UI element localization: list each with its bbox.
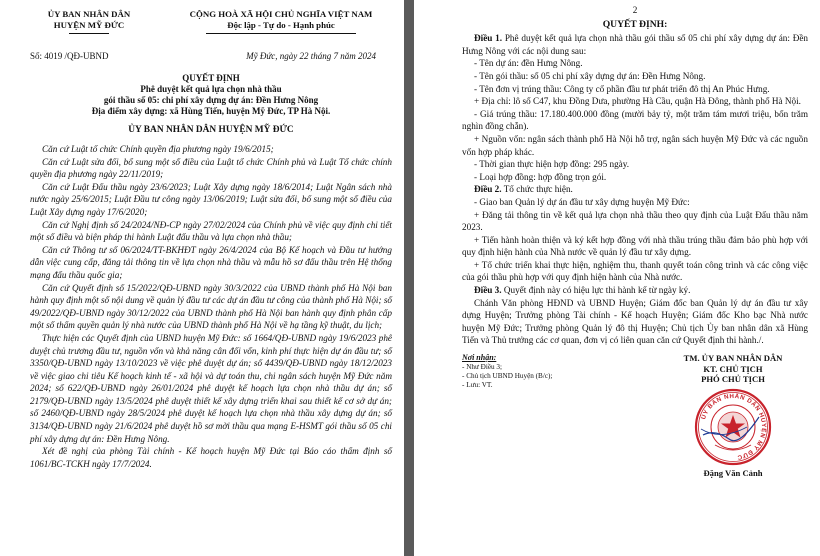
decision-paragraph <box>462 284 808 297</box>
seal-icon <box>693 387 773 467</box>
basis-paragraph: Căn cứ Luật sửa đổi, bổ sung một số điều của Luật tổ chức Chính phủ và Luật Tổ chức chính quyền địa phương ngày 22/11/2019; <box>30 156 392 180</box>
document-date: Mỹ Đức, ngày 22 tháng 7 năm 2024 <box>246 51 376 61</box>
decision-paragraph <box>462 259 808 284</box>
document-header <box>30 9 392 34</box>
recipient-item: - Lưu: VT. <box>462 381 493 390</box>
basis-paragraph: Căn cứ Luật Đấu thầu ngày 23/6/2023; Luật Xây dựng ngày 18/6/2014; Luật Ngân sách nhà nước ngày 25/6/2015; Luật Đầu tư công ngày 13/06/2019; Luật sửa đổi, bổ sung một số điều của Luật Xây dựng ngày 17/6/2020; <box>30 181 392 217</box>
recipients <box>462 353 612 478</box>
decision-paragraph <box>462 108 808 133</box>
recipient-item: - Chủ tịch UBND Huyện (B/c); <box>462 372 553 381</box>
agency-line-1: ỦY BAN NHÂN DÂN <box>47 9 131 19</box>
paragraph-text: - Thời gian thực hiện hợp đồng: 295 ngày. <box>474 159 630 170</box>
agency-line-2: HUYỆN MỸ ĐỨC <box>53 20 125 30</box>
paragraph-text: + Tiến hành hoàn thiện và ký kết hợp đồng với nhà thầu trúng thầu đảm bảo phù hợp với quy định hiện hành của Nhà nước về quản lý đầu tư xây dựng. <box>462 234 808 258</box>
paragraph-text: - Tên đơn vị trúng thầu: Công ty cổ phần đầu tư phát triển đô thị An Phúc Hưng. <box>474 83 770 94</box>
decision-paragraph <box>462 234 808 259</box>
signer-line: TM. ỦY BAN NHÂN DÂN <box>683 353 783 364</box>
decision-paragraph <box>462 32 808 57</box>
signer <box>658 353 808 478</box>
paragraph-text: + Địa chỉ: lô số C47, khu Đồng Dưa, phường Hà Cầu, quận Hà Đông, thành phố Hà Nội. <box>474 96 801 107</box>
recipients-label: Nơi nhận: <box>462 353 497 363</box>
document-number: Số: 4019 /QĐ-UBND <box>30 51 109 61</box>
decision-paragraph <box>462 133 808 158</box>
paragraph-text: + Nguồn vốn: ngân sách thành phố Hà Nội hỗ trợ, ngân sách huyện Mỹ Đức và các nguồn vốn hợp pháp khác. <box>462 133 808 157</box>
decision-paragraph <box>462 183 808 196</box>
article-label: Điều 3. <box>474 285 502 296</box>
paragraph-text: - Giao ban Quản lý dự án đầu tư xây dựng huyện Mỹ Đức: <box>474 196 690 207</box>
legal-basis <box>30 143 392 470</box>
article-label: Điều 1. <box>474 33 503 44</box>
article-label: Điều 2. <box>474 184 502 195</box>
signer-name: Đặng Văn Cảnh <box>703 467 763 478</box>
document-title <box>30 73 392 118</box>
paragraph-text: Chánh Văn phòng HĐND và UBND Huyện; Giám đốc ban Quản lý dự án đầu tư xây dựng Huyện; Trưởng phòng Tài chính - Kế hoạch Huyện; Giám đốc Kho bạc Nhà nước huyện Mỹ Đức; Trưởng phòng Quản lý đô thị Huyện; Chủ tịch Ủy ban nhân dân xã Hùng Tiến và Thủ trưởng các cơ quan, đơn vị có liên quan căn cứ Quyết định thi hành./. <box>462 297 808 346</box>
title-line: Địa điểm xây dựng: xã Hùng Tiến, huyện Mỹ Đức, TP Hà Nội. <box>91 106 331 117</box>
number-date-line <box>30 50 392 63</box>
decision-paragraph <box>462 95 808 108</box>
decision-paragraph <box>462 171 808 184</box>
signature-block <box>462 353 808 478</box>
document-page-1 <box>0 0 404 556</box>
motto-underline <box>206 33 356 34</box>
basis-paragraph: Thực hiện các Quyết định của UBND huyện Mỹ Đức: số 1664/QĐ-UBND ngày 19/6/2023 phê duyệt chủ trương đầu tư, nguồn vốn và khả năng cân đối vốn, kinh phí thực hiện dự án đầu tư; số 3350/QĐ-UBND ngày 13/10/2023 về việc phê duyệt dự án; số 4439/QĐ-UBND ngày 18/12/2023 về việc giao chi tiêu Kế hoạch kinh tế - xã hội và dự toán thu, chi ngân sách huyện Mỹ Đức năm 2024; số 622/QĐ-UBND ngày 26/01/2024 phê duyệt kế hoạch lựa chọn nhà thầu dự án; số 2179/QĐ-UBND ngày 13/5/2024 phê duyệt thiết kế xây dựng triển khai sau thiết kế cơ sở dự án; số 2460/QĐ-UBND ngày 28/5/2024 phê duyệt kế hoạch lựa chọn nhà thầu xây dựng dự án; số 3134/QĐ-UBND ngày 21/6/2024 phê duyệt hồ sơ mời thầu qua mạng E-HSMT gói thầu số 05 chi phí xây dựng dự án: Đền Hưng Nông. <box>30 332 392 444</box>
signer-line: PHÓ CHỦ TỊCH <box>701 374 765 385</box>
decision-heading: QUYẾT ĐỊNH: <box>602 18 668 30</box>
decision-paragraph <box>462 158 808 171</box>
decision-paragraph <box>462 209 808 234</box>
national-header <box>170 9 392 34</box>
agency-header <box>30 9 148 34</box>
paragraph-text: Tổ chức thực hiện. <box>501 184 573 195</box>
paragraph-text: - Tên gói thầu: số 05 chi phí xây dựng dự án: Đền Hưng Nông. <box>474 70 706 81</box>
document-page-2 <box>414 0 820 556</box>
paragraph-text: - Giá trúng thầu: 17.180.400.000 đồng (mười bảy tỷ, một trăm tám mươi triệu, bốn trăm nghìn đồng chẵn). <box>462 108 808 132</box>
basis-paragraph: Căn cứ Thông tư số 06/2024/TT-BKHĐT ngày 26/4/2024 của Bộ Kế hoạch và Đầu tư hướng dẫn việc cung cấp, đăng tải thông tin về lựa chọn nhà thầu và mẫu hồ sơ đấu thầu trên Hệ thống mạng đấu thầu quốc gia; <box>30 244 392 280</box>
national-title: CỘNG HOÀ XÃ HỘI CHỦ NGHĨA VIỆT NAM <box>189 9 373 19</box>
basis-paragraph: Căn cứ Nghị định số 24/2024/NĐ-CP ngày 27/02/2024 của Chính phủ về việc quy định chi tiết một số điều và biện pháp thi hành Luật đấu thầu và lựa chọn nhà thầu; <box>30 219 392 243</box>
title-line: gói thầu số 05: chi phí xây dựng dự án: Đền Hưng Nông <box>103 95 319 105</box>
decision-paragraph <box>462 196 808 209</box>
basis-paragraph: Xét đề nghị của phòng Tài chính - Kế hoạch huyện Mỹ Đức tại Báo cáo thẩm định số 1061/BC-TCKH ngày 17/7/2024. <box>30 446 392 469</box>
basis-paragraph: Căn cứ Quyết định số 15/2022/QĐ-UBND ngày 30/3/2022 của UBND thành phố Hà Nội ban hành quy định một số nội dung về quản lý đầu tư các dự án đầu tư công của thành phố Hà Nội; số 49/2022/QĐ-UBND ngày 30/12/2022 của UBND thành phố Hà Nội ban hành quy định phân cấp một số thẩm quyền quản lý nhà nước của UBND thành phố Hà Nội về hạ tầng kỹ thuật, du lịch; <box>30 282 392 331</box>
agency-underline <box>69 33 109 34</box>
decision-paragraph <box>462 57 808 70</box>
title-line: QUYẾT ĐỊNH <box>182 72 240 83</box>
paragraph-text: + Tổ chức triển khai thực hiện, nghiệm thu, thanh quyết toán công trình và các công việc của gói thầu phù hợp với quy định hiện hành của Nhà nước. <box>462 259 808 283</box>
recipient-item: - Như Điều 3; <box>462 363 503 372</box>
page-number: 2 <box>632 5 638 15</box>
official-seal <box>693 387 773 467</box>
paragraph-text: Phê duyệt kết quả lựa chọn nhà thầu gói thầu số 05 chi phí xây dựng dự án: Đền Hưng Nông với các nội dung sau: <box>462 33 809 56</box>
paragraph-text: - Loại hợp đồng: hợp đồng trọn gói. <box>474 171 607 182</box>
decision-paragraph <box>462 70 808 83</box>
paragraph-text: - Tên dự án: đền Hưng Nông. <box>474 58 583 69</box>
signer-line: KT. CHỦ TỊCH <box>703 363 763 374</box>
paragraph-text: Quyết định này có hiệu lực thi hành kể từ ngày ký. <box>501 285 691 296</box>
decision-paragraph <box>462 297 808 347</box>
basis-paragraph: Căn cứ Luật tổ chức Chính quyền địa phương ngày 19/6/2015; <box>42 144 274 154</box>
decision-body <box>462 32 808 347</box>
decision-paragraph <box>462 83 808 96</box>
title-line: Phê duyệt kết quả lựa chọn nhà thầu <box>140 83 282 94</box>
national-motto: Độc lập - Tự do - Hạnh phúc <box>227 20 335 30</box>
issuing-authority: ỦY BAN NHÂN DÂN HUYỆN MỸ ĐỨC <box>128 125 294 136</box>
paragraph-text: + Đăng tải thông tin về kết quả lựa chọn nhà thầu theo quy định của Luật Đấu thầu năm 2023. <box>462 209 808 233</box>
seal-text: ỦY BAN NHÂN DÂN HUYỆN MỸ ĐỨC <box>700 392 768 461</box>
